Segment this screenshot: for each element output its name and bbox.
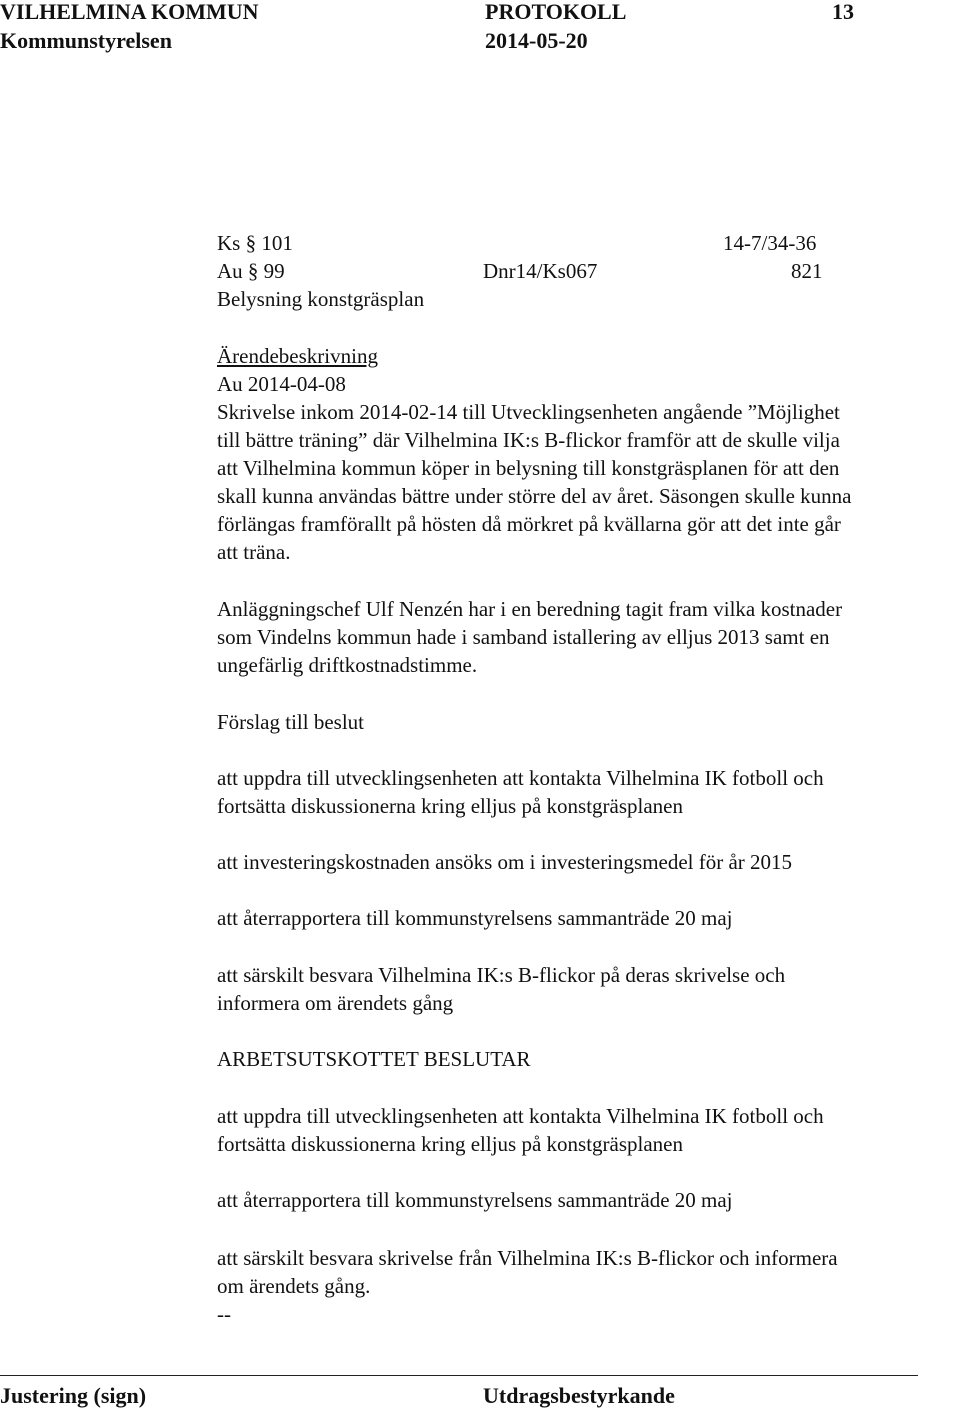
decision-item-line: att uppdra till utvecklingsenheten att kontakta Vilhelmina IK fotboll och xyxy=(217,1104,824,1128)
au-code: 821 xyxy=(791,259,823,283)
au-reference: Au § 99 xyxy=(217,259,285,283)
meeting-date: 2014-05-20 xyxy=(485,28,588,53)
description-paragraph-line: som Vindelns kommun hade i samband istallering av elljus 2013 samt en xyxy=(217,625,830,649)
description-line: Au 2014-04-08 xyxy=(217,372,346,396)
au-diary-number: Dnr14/Ks067 xyxy=(483,259,598,283)
subject-title: Belysning konstgräsplan xyxy=(217,287,425,311)
proposal-item-line: informera om ärendets gång xyxy=(217,991,454,1015)
page-number: 13 xyxy=(832,0,854,24)
decision-item-line: fortsätta diskussionerna kring elljus på konstgräsplanen xyxy=(217,1132,683,1156)
proposal-item-line: att återrapportera till kommunstyrelsens sammanträde 20 maj xyxy=(217,906,733,930)
description-line: skall kunna användas bättre under större del av året. Säsongen skulle kunna xyxy=(217,484,852,508)
document-type: PROTOKOLL xyxy=(485,0,627,24)
end-mark: -- xyxy=(217,1302,231,1326)
signature-label: Justering (sign) xyxy=(0,1383,147,1408)
org-name: VILHELMINA KOMMUN xyxy=(0,0,259,24)
description-line: Skrivelse inkom 2014-02-14 till Utvecklingsenheten angående ”Möjlighet xyxy=(217,400,840,424)
proposal-heading: Förslag till beslut xyxy=(217,710,364,734)
decision-item-line: om ärendets gång. xyxy=(217,1274,371,1298)
body-name: Kommunstyrelsen xyxy=(0,28,172,53)
footer-divider xyxy=(0,1375,918,1376)
description-line: att Vilhelmina kommun köper in belysning till konstgräsplanen för att den xyxy=(217,456,840,480)
proposal-item-line: att uppdra till utvecklingsenheten att kontakta Vilhelmina IK fotboll och xyxy=(217,766,824,790)
decision-item-line: att återrapportera till kommunstyrelsens sammanträde 20 maj xyxy=(217,1188,733,1212)
proposal-item-line: fortsätta diskussionerna kring elljus på konstgräsplanen xyxy=(217,794,683,818)
proposal-item-line: att särskilt besvara Vilhelmina IK:s B-flickor på deras skrivelse och xyxy=(217,963,786,987)
description-line: att träna. xyxy=(217,540,291,564)
decision-heading: ARBETSUTSKOTTET BESLUTAR xyxy=(217,1047,531,1071)
certification-label: Utdragsbestyrkande xyxy=(483,1383,675,1408)
description-line: till bättre träning” där Vilhelmina IK:s B-flickor framför att de skulle vilja xyxy=(217,428,840,452)
proposal-item-line: att investeringskostnaden ansöks om i investeringsmedel för år 2015 xyxy=(217,850,793,874)
ks-diary-number: 14-7/34-36 xyxy=(723,231,817,255)
description-line: förlängas framförallt på hösten då mörkret på kvällarna gör att det inte går xyxy=(217,512,841,536)
description-paragraph-line: Anläggningschef Ulf Nenzén har i en beredning tagit fram vilka kostnader xyxy=(217,597,843,621)
decision-item-line: att särskilt besvara skrivelse från Vilhelmina IK:s B-flickor och informera xyxy=(217,1246,838,1270)
ks-reference: Ks § 101 xyxy=(217,231,293,255)
description-paragraph-line: ungefärlig driftkostnadstimme. xyxy=(217,653,478,677)
description-heading: Ärendebeskrivning xyxy=(217,344,378,368)
